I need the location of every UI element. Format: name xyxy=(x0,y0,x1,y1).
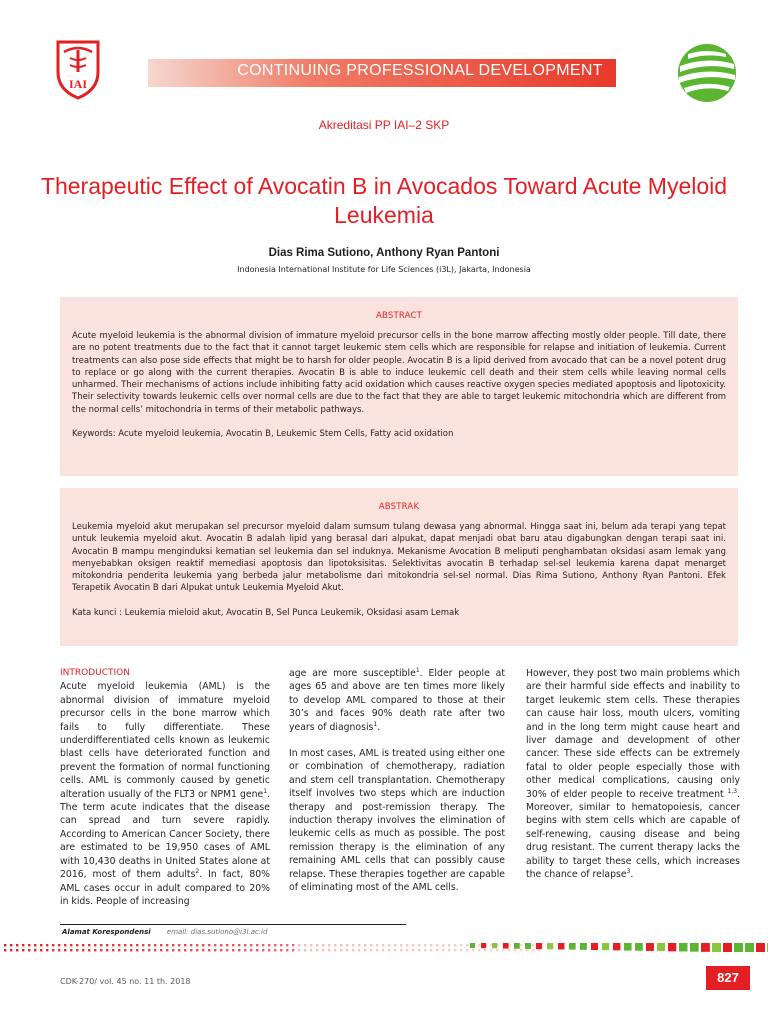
decorative-dot xyxy=(304,944,306,946)
decorative-dot xyxy=(424,949,426,951)
decorative-dot xyxy=(184,944,186,946)
decorative-dot xyxy=(124,944,126,946)
decorative-dot xyxy=(274,949,276,951)
abstrak-citation: Dias Rima Sutiono, Anthony Ryan Pantoni. Efek Terapetik Avocatin B dari Alpukat untuk Leukemia Myeloid Akut. xyxy=(72,571,726,594)
decorative-dot xyxy=(334,944,336,946)
decorative-dot xyxy=(430,944,432,946)
decorative-dot xyxy=(40,949,42,951)
decorative-dot xyxy=(178,949,180,951)
decorative-dot xyxy=(394,949,396,951)
decorative-dot xyxy=(268,944,270,946)
decorative-dot xyxy=(106,949,108,951)
decorative-dot xyxy=(328,944,330,946)
decorative-dot xyxy=(22,949,24,951)
article-authors: Dias Rima Sutiono, Anthony Ryan Pantoni xyxy=(268,247,500,259)
decorative-square xyxy=(624,943,632,951)
decorative-dot xyxy=(352,949,354,951)
decorative-dot xyxy=(448,949,450,951)
decorative-dot xyxy=(298,944,300,946)
decorative-dot xyxy=(418,949,420,951)
decorative-square xyxy=(679,943,687,951)
decorative-dot xyxy=(490,949,492,951)
decorative-dot xyxy=(454,944,456,946)
decorative-dot xyxy=(352,944,354,946)
decorative-dot xyxy=(388,949,390,951)
decorative-dot xyxy=(358,944,360,946)
intro-text-part-1: Acute myeloid leukemia (AML) is the abnormal division of immature myeloid precursor cells in the bone marrow which fails to fully differentiate. These underdifferentiated cells known as leukemic blast cells have deteriorated function and prevent the formation of normal functioning cells. AML is commonly caused by genetic alteration usually of the FLT3 or NPM1 gene xyxy=(60,681,270,800)
decorative-dot xyxy=(406,944,408,946)
decorative-dot xyxy=(304,949,306,951)
decorative-dot xyxy=(526,949,528,951)
decorative-dot xyxy=(184,949,186,951)
decorative-dot xyxy=(100,949,102,951)
decorative-dot xyxy=(46,949,48,951)
decorative-dot xyxy=(82,949,84,951)
decorative-dot xyxy=(430,949,432,951)
decorative-dot xyxy=(502,949,504,951)
decorative-dot xyxy=(238,944,240,946)
decorative-dot xyxy=(190,949,192,951)
citation-ref: 3 xyxy=(626,868,631,875)
decorative-square xyxy=(745,943,754,952)
decorative-square xyxy=(514,943,520,949)
decorative-square xyxy=(734,943,743,952)
decorative-dot xyxy=(124,949,126,951)
decorative-dot xyxy=(532,944,534,946)
decorative-dot xyxy=(226,944,228,946)
paragraph-text: . xyxy=(630,869,634,881)
decorative-dot xyxy=(322,949,324,951)
decorative-dot xyxy=(538,949,540,951)
decorative-dot xyxy=(172,949,174,951)
decorative-square xyxy=(525,943,531,949)
decorative-dot xyxy=(286,944,288,946)
decorative-dot xyxy=(238,949,240,951)
decorative-dot xyxy=(16,944,18,946)
decorative-dot xyxy=(418,944,420,946)
decorative-dot xyxy=(286,949,288,951)
decorative-dot xyxy=(394,944,396,946)
decorative-square xyxy=(646,943,654,951)
abstract-text: Acute myeloid leukemia is the abnormal division of immature myeloid precursor cells in the bone marrow affecting mostly older people. Till date, there are no potent treatments due to the fact that it cannot target leukemic stem cells which are responsible for relapse and initiation of leukemia. Current treatments can also pose side effects that might be to harsh for older people. Avocatin B is a lipid derived from avocado that can be a novel potent drug to replace or go along with the current therapies. Avocatin B is able to induce leukemic cell death and their stem cells while leaving normal cells unharmed. Their mechanisms of actions include inhibiting fatty acid oxidation which causes reactive oxygen species mediated apoptosis and lipotoxicity. Their selectivity towards leukemic cells over normal cells are due to the fact that they are able to target leukemic mitochondria which are different from the normal cells’ mitochondria in terms of their metabolic pathways. xyxy=(72,331,726,415)
paragraph-text: . xyxy=(377,721,381,733)
decorative-dot xyxy=(94,949,96,951)
abstract-box xyxy=(60,297,738,476)
decorative-dot xyxy=(250,944,252,946)
decorative-square xyxy=(481,943,486,948)
decorative-dot xyxy=(46,944,48,946)
decorative-dot xyxy=(472,949,474,951)
page-number: 827 xyxy=(706,966,750,990)
decorative-dot xyxy=(340,949,342,951)
decorative-dot xyxy=(466,944,468,946)
decorative-dot xyxy=(16,949,18,951)
decorative-dot xyxy=(112,949,114,951)
decorative-dot xyxy=(118,944,120,946)
decorative-dot xyxy=(310,944,312,946)
decorative-square xyxy=(492,943,497,948)
decorative-dot xyxy=(298,949,300,951)
decorative-square xyxy=(470,943,475,948)
accreditation-label: Akreditasi PP IAI–2 SKP xyxy=(318,118,450,132)
decorative-dot xyxy=(28,949,30,951)
decorative-dot xyxy=(496,949,498,951)
decorative-dot xyxy=(244,944,246,946)
abstrak-text xyxy=(72,521,726,595)
decorative-dot xyxy=(220,944,222,946)
decorative-dot xyxy=(226,949,228,951)
decorative-dot xyxy=(160,949,162,951)
decorative-dot xyxy=(316,949,318,951)
article-affiliation: Indonesia International Institute for Life Sciences (i3L), Jakarta, Indonesia xyxy=(237,265,531,274)
decorative-square xyxy=(591,943,598,950)
decorative-dot xyxy=(478,949,480,951)
decorative-dot xyxy=(508,949,510,951)
decorative-square xyxy=(657,943,665,951)
decorative-dot xyxy=(448,944,450,946)
decorative-dot xyxy=(154,949,156,951)
decorative-dot xyxy=(358,949,360,951)
decorative-dot xyxy=(202,944,204,946)
decorative-dot xyxy=(58,949,60,951)
decorative-dot xyxy=(28,944,30,946)
decorative-dot xyxy=(58,944,60,946)
article-title: Therapeutic Effect of Avocatin B in Avocados Toward Acute Myeloid Leukemia xyxy=(40,173,728,228)
decorative-square xyxy=(536,943,542,949)
decorative-square xyxy=(613,943,620,950)
decorative-dot xyxy=(256,949,258,951)
decorative-square xyxy=(602,943,609,950)
decorative-dot xyxy=(160,944,162,946)
decorative-dot xyxy=(214,949,216,951)
abstract-heading: ABSTRACT xyxy=(375,311,423,321)
decorative-dot xyxy=(532,949,534,951)
decorative-dot xyxy=(64,949,66,951)
decorative-dot xyxy=(400,944,402,946)
decorative-dot xyxy=(460,949,462,951)
decorative-dot xyxy=(310,949,312,951)
decorative-dot xyxy=(10,949,12,951)
decorative-dot xyxy=(10,944,12,946)
decorative-dot xyxy=(292,944,294,946)
decorative-dot xyxy=(64,944,66,946)
decorative-square xyxy=(756,943,765,952)
decorative-dot xyxy=(172,944,174,946)
body-paragraph xyxy=(289,667,505,734)
decorative-square xyxy=(503,943,509,949)
decorative-square xyxy=(547,943,553,949)
decorative-dot xyxy=(364,949,366,951)
paragraph-text: . Elder people at ages 65 and above are ten times more likely to develop AML compared to those at their 30’s and faces 90% death rate after two years of diagnosis xyxy=(289,668,506,733)
correspondence-footnote xyxy=(62,928,267,936)
decorative-dot xyxy=(208,944,210,946)
decorative-dot xyxy=(262,944,264,946)
decorative-dot xyxy=(82,944,84,946)
decorative-dot xyxy=(130,944,132,946)
citation-ref: 1,3 xyxy=(727,787,738,795)
decorative-square xyxy=(701,943,710,952)
decorative-dot xyxy=(208,949,210,951)
body-paragraph xyxy=(526,667,740,882)
decorative-dot-band xyxy=(0,940,768,968)
decorative-dot xyxy=(442,949,444,951)
decorative-dot xyxy=(118,949,120,951)
decorative-dot xyxy=(262,949,264,951)
decorative-dot xyxy=(154,944,156,946)
iai-logo xyxy=(50,38,106,100)
decorative-dot xyxy=(4,949,6,951)
decorative-dot xyxy=(178,944,180,946)
decorative-dot xyxy=(364,944,366,946)
decorative-dot xyxy=(340,944,342,946)
decorative-dot xyxy=(52,949,54,951)
decorative-dot xyxy=(388,944,390,946)
decorative-dot xyxy=(484,949,486,951)
decorative-dot xyxy=(256,944,258,946)
decorative-dot xyxy=(70,949,72,951)
decorative-square xyxy=(569,943,576,950)
decorative-dot xyxy=(244,949,246,951)
citation-ref: 1 xyxy=(263,787,268,795)
decorative-square xyxy=(580,943,587,950)
decorative-dot xyxy=(34,949,36,951)
decorative-dot xyxy=(412,949,414,951)
decorative-dot xyxy=(436,944,438,946)
intro-paragraph xyxy=(60,680,270,908)
abstrak-heading: ABSTRAK xyxy=(378,502,420,512)
introduction-heading: INTRODUCTION xyxy=(60,668,130,678)
decorative-dot xyxy=(328,949,330,951)
decorative-square xyxy=(635,943,643,951)
decorative-dot xyxy=(370,944,372,946)
decorative-dot xyxy=(406,949,408,951)
abstrak-body: Leukemia myeloid akut merupakan sel precursor myeloid dalam sumsum tulang dewasa yang abnormal. Hingga saat ini, belum ada terapi yang tepat untuk leukemia myeloid akut. Avocatin B adalah lipid yang berasal dari alpukat, dapat menjadi obat baru atau digabungkan dengan terapi saat ini. Avocatin B mampu menginduksi kematian sel leukemia dan sel induknya. Mekanisme Avocation B meliputi penghambatan oksidasi asam lemak yang menyebabkan oksigen reaktif memediasi apoptosis dan lipotoksisitas. Selektivitas avocatin B terhadap sel-sel leukemia karena dapat menarget mitokondria penderita leukemia yang berbeda jalur metabolisme dari mitokondria sel-sel normal. xyxy=(72,522,726,582)
decorative-dot xyxy=(88,949,90,951)
intro-text-part-2: . The term acute indicates that the disease can spread and turn severe rapidly. According to American Cancer Society, there are estimated to be 19,950 cases of AML with 10,430 deaths in United States alone at 2016, most of them adults xyxy=(60,788,270,881)
decorative-square xyxy=(690,943,699,952)
decorative-dot xyxy=(112,944,114,946)
decorative-dot xyxy=(442,944,444,946)
paragraph-text: age are more susceptible xyxy=(289,668,416,679)
decorative-dot xyxy=(166,944,168,946)
decorative-dot xyxy=(316,944,318,946)
body-column-3 xyxy=(526,667,740,882)
citation-ref: 2 xyxy=(195,868,200,875)
decorative-dot xyxy=(412,944,414,946)
decorative-square xyxy=(668,943,676,951)
decorative-dot xyxy=(142,949,144,951)
decorative-square xyxy=(558,943,564,949)
decorative-dot xyxy=(292,949,294,951)
correspondence-email: email: dias.sutiono@i3l.ac.id xyxy=(166,928,268,936)
decorative-dot xyxy=(166,949,168,951)
decorative-dot xyxy=(274,944,276,946)
decorative-square xyxy=(723,943,732,952)
decorative-dot xyxy=(232,944,234,946)
abstract-keywords: Keywords: Acute myeloid leukemia, Avocatin B, Leukemic Stem Cells, Fatty acid oxidation xyxy=(72,429,454,440)
decorative-dot xyxy=(268,949,270,951)
decorative-dot xyxy=(52,944,54,946)
correspondence-label: Alamat Korespondensi xyxy=(62,928,151,936)
decorative-dot xyxy=(76,949,78,951)
decorative-dot xyxy=(520,944,522,946)
journal-issue-info: CDK-270/ vol. 45 no. 11 th. 2018 xyxy=(60,977,191,986)
decorative-dot xyxy=(34,944,36,946)
decorative-dot xyxy=(514,949,516,951)
decorative-dot xyxy=(196,949,198,951)
decorative-dot xyxy=(22,944,24,946)
decorative-dot xyxy=(4,944,6,946)
iai-logo-text: IAI xyxy=(68,77,88,91)
abstrak-keywords: Kata kunci : Leukemia mieloid akut, Avocatin B, Sel Punca Leukemik, Oksidasi asam Lemak xyxy=(72,607,460,618)
decorative-dot xyxy=(148,944,150,946)
decorative-dot xyxy=(280,949,282,951)
decorative-dot xyxy=(400,949,402,951)
decorative-dot xyxy=(190,944,192,946)
abstrak-box xyxy=(60,488,738,646)
decorative-dot xyxy=(106,944,108,946)
decorative-dot xyxy=(280,944,282,946)
decorative-dot xyxy=(460,944,462,946)
paragraph-text: . Moreover, similar to hematopoiesis, cancer begins with stem cells which are capable of self-renewing, causing disease and being drug resistant. The current therapy lacks the ability to target these cells, which increases the chance of relapse xyxy=(526,788,740,881)
body-column-2 xyxy=(289,667,505,895)
decorative-dot xyxy=(346,944,348,946)
decorative-dot xyxy=(376,944,378,946)
decorative-square xyxy=(712,943,721,952)
paragraph-text: However, they post two main problems which are their harmful side effects and inability to target leukemic stem cells. These therapies can cause hair loss, mouth ulcers, vomiting and in the long term might cause heart and liver damage and development of other cancer. These side effects can be extremely fatal to older people especially those with other medical complications, causing only 30% of elder people to receive treatment xyxy=(526,668,740,800)
decorative-dot xyxy=(76,944,78,946)
decorative-dot xyxy=(382,949,384,951)
citation-ref: 1 xyxy=(373,720,378,728)
decorative-dot xyxy=(196,944,198,946)
citation-ref: 1 xyxy=(415,666,420,674)
decorative-dot xyxy=(130,949,132,951)
decorative-dot xyxy=(220,949,222,951)
decorative-dot xyxy=(370,949,372,951)
decorative-dot xyxy=(466,949,468,951)
decorative-dot xyxy=(70,944,72,946)
decorative-dot xyxy=(424,944,426,946)
intro-text-part-3: . In fact, 80% AML cases occur in adult compared to 20% in kids. People of increasing xyxy=(60,869,270,907)
body-column-1 xyxy=(60,667,270,908)
footnote-divider xyxy=(60,924,406,925)
section-banner-title: CONTINUING PROFESSIONAL DEVELOPMENT xyxy=(237,62,603,79)
decorative-dot xyxy=(454,949,456,951)
decorative-dot xyxy=(334,949,336,951)
decorative-dot xyxy=(346,949,348,951)
decorative-dot xyxy=(136,949,138,951)
decorative-dot xyxy=(202,949,204,951)
decorative-dot xyxy=(100,944,102,946)
decorative-dot xyxy=(40,944,42,946)
decorative-dot xyxy=(436,949,438,951)
decorative-dot xyxy=(142,944,144,946)
decorative-dot xyxy=(232,949,234,951)
decorative-dot xyxy=(520,949,522,951)
decorative-dot xyxy=(478,944,480,946)
decorative-dot xyxy=(376,949,378,951)
decorative-dot xyxy=(88,944,90,946)
decorative-dot xyxy=(214,944,216,946)
decorative-dot xyxy=(382,944,384,946)
decorative-dot xyxy=(322,944,324,946)
decorative-dot xyxy=(136,944,138,946)
decorative-dot xyxy=(94,944,96,946)
decorative-dot xyxy=(250,949,252,951)
cdk-logo-icon xyxy=(676,42,738,104)
decorative-dot xyxy=(148,949,150,951)
body-paragraph: In most cases, AML is treated using either one or combination of chemotherapy, radiation and stem cell transplantation. Chemotherapy itself involves two steps which are induction therapy and post-remission therapy. The induction therapy involves the elimination of leukemic cells as much as possible. The post remission therapy is the elimination of any remaining AML cells that can possibly cause relapse. These therapies together are capable of eliminating most of the AML cells. xyxy=(289,748,505,894)
